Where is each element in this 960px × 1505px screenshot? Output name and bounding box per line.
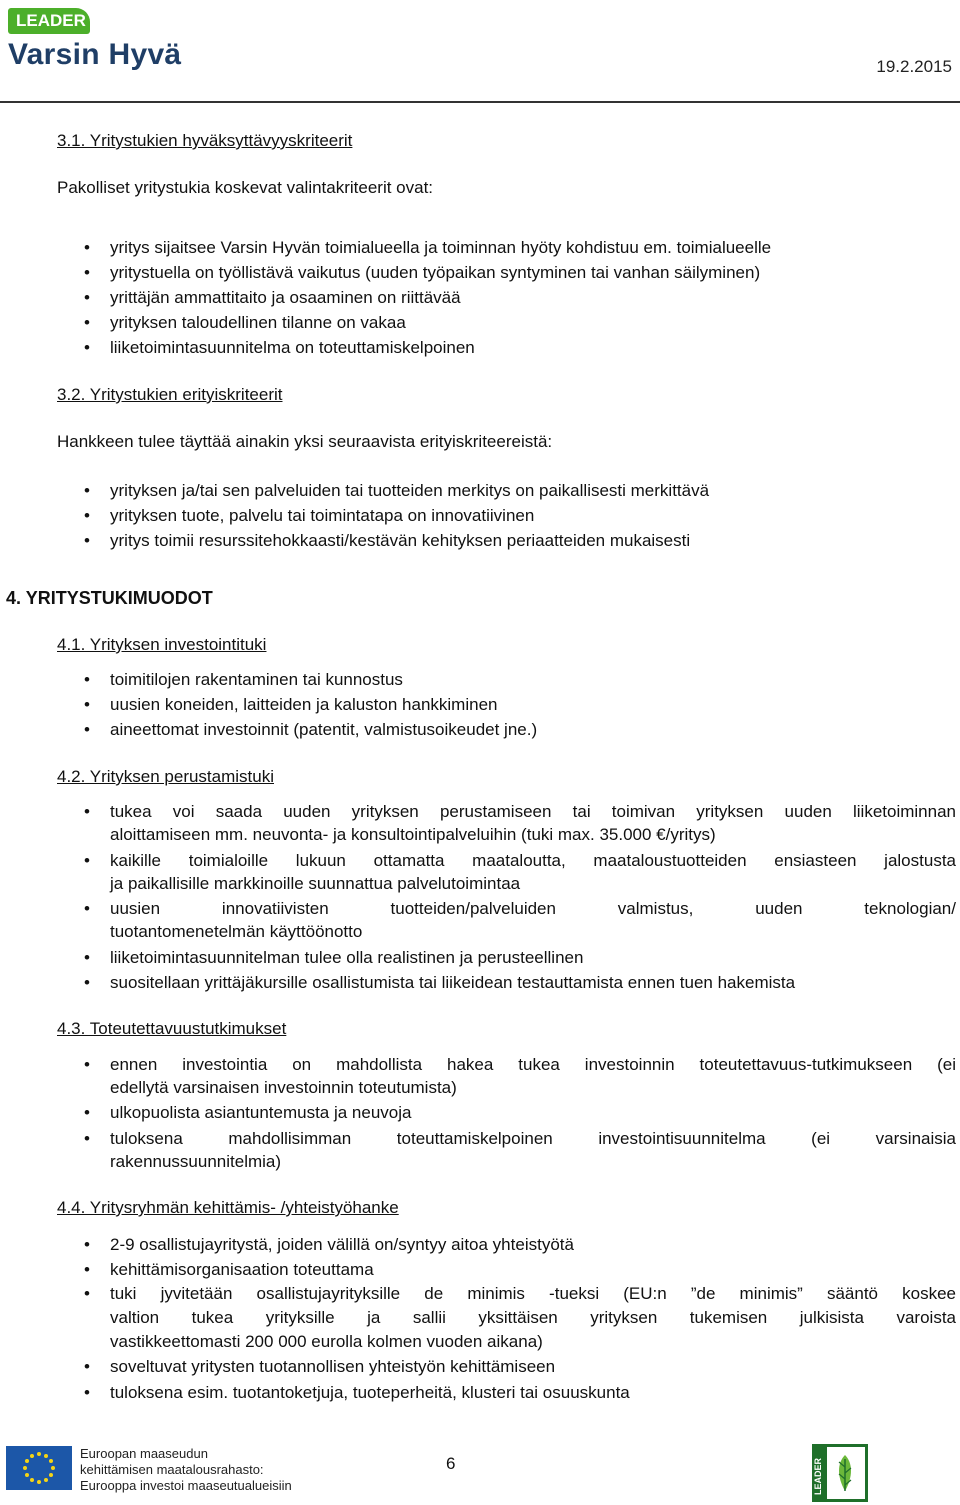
bullet-icon — [84, 694, 90, 716]
list-item-line: kaikille toimialoille lukuun ottamatta maataloutta, maataloustuotteiden ensiasteen jalostusta — [110, 851, 956, 870]
section-4-2-heading: 4.2. Yrityksen perustamistuki — [57, 767, 274, 786]
list-item: yritystuella on työllistävä vaikutus (uuden työpaikan syntyminen tai vanhan säilyminen) — [110, 263, 761, 282]
section-4-heading: 4. YRITYSTUKIMUODOT — [6, 588, 213, 608]
list-item-line: ja paikallisille markkinoille suunnattua palvelutoimintaa — [110, 874, 521, 893]
list-item: 2-9 osallistujayritystä, joiden välillä on/syntyy aitoa yhteistyötä — [110, 1235, 574, 1254]
list-item-line: tuloksena mahdollisimman toteuttamiskelpoinen investointisuunnitelma (ei varsinaisia — [110, 1129, 956, 1148]
bullet-icon — [84, 898, 90, 920]
list-item: aineettomat investoinnit (patentit, valmistusoikeudet jne.) — [110, 720, 538, 739]
page-header — [0, 0, 960, 104]
leader-logo-icon — [812, 1444, 868, 1502]
list-item: liiketoimintasuunnitelma on toteuttamiskelpoinen — [110, 338, 475, 357]
bullet-icon — [84, 1234, 90, 1256]
bullet-icon — [84, 801, 90, 823]
bullet-icon — [84, 972, 90, 994]
bullet-icon — [84, 287, 90, 309]
page-footer — [0, 1436, 960, 1505]
list-item: suositellaan yrittäjäkursille osallistumista tai liikeidean testauttamista ennen tuen hakemista — [110, 973, 796, 992]
section-4-1-heading: 4.1. Yrityksen investointituki — [57, 635, 267, 654]
bullet-icon — [84, 947, 90, 969]
list-item-line: edellytä varsinaisen investoinnin toteutumista) — [110, 1078, 457, 1097]
bullet-icon — [84, 337, 90, 359]
list-item: liiketoimintasuunnitelman tulee olla realistinen ja perusteellinen — [110, 948, 584, 967]
section-3-1-heading: 3.1. Yritystukien hyväksyttävyyskriteerit — [57, 131, 353, 150]
list-item-line: vastikkeettomasti 200 000 eurolla kolmen vuoden aikana) — [110, 1332, 543, 1351]
leader-badge-logo: LEADER — [8, 8, 90, 34]
eu-text-line: kehittämisen maatalousrahasto: — [80, 1462, 264, 1477]
bullet-icon — [84, 505, 90, 527]
eu-fund-text — [80, 1446, 292, 1494]
section-4-3-heading: 4.3. Toteutettavuustutkimukset — [57, 1019, 287, 1038]
bullet-icon — [84, 1382, 90, 1404]
list-item: yrittäjän ammattitaito ja osaaminen on riittävää — [110, 288, 461, 307]
bullet-icon — [84, 1128, 90, 1150]
bullet-icon — [84, 719, 90, 741]
bullet-icon — [84, 262, 90, 284]
list-item-line: rakennussuunnitelmia) — [110, 1152, 282, 1171]
list-item: uusien koneiden, laitteiden ja kaluston hankkiminen — [110, 695, 498, 714]
eu-text-line: Eurooppa investoi maaseutualueisiin — [80, 1478, 292, 1493]
page-number: 6 — [446, 1454, 456, 1473]
list-item: soveltuvat yritysten tuotannollisen yhteistyön kehittämiseen — [110, 1357, 556, 1376]
list-item-line: valtion tukea yrityksille ja sallii yksittäisen yrityksen tukemisen julkisista varoista — [110, 1308, 956, 1327]
list-item-line: ennen investointia on mahdollista hakea tukea investoinnin toteutettavuus-tutkimukseen (ei — [110, 1055, 956, 1074]
list-item: toimitilojen rakentaminen tai kunnostus — [110, 670, 403, 689]
list-item: yritys sijaitsee Varsin Hyvän toimialueella ja toiminnan hyöty kohdistuu em. toimialueelle — [110, 238, 772, 257]
bullet-icon — [84, 237, 90, 259]
bullet-icon — [84, 850, 90, 872]
bullet-icon — [84, 669, 90, 691]
list-item-line: tuki jyvitetään osallistujayrityksille de minimis -tueksi (EU:n ”de minimis” sääntö koskee — [110, 1284, 956, 1303]
list-item-line: tukea voi saada uuden yrityksen perustamiseen tai toimivan yrityksen uuden liiketoiminnan — [110, 802, 956, 821]
bullet-icon — [84, 480, 90, 502]
eu-text-line: Euroopan maaseudun — [80, 1446, 208, 1461]
header-date: 19.2.2015 — [876, 57, 952, 76]
bullet-icon — [84, 1054, 90, 1076]
list-item: ulkopuolista asiantuntemusta ja neuvoja — [110, 1103, 412, 1122]
list-item: yritys toimii resurssitehokkaasti/kestävän kehityksen periaatteiden mukaisesti — [110, 531, 691, 550]
bullet-icon — [84, 1283, 90, 1305]
bullet-icon — [84, 1356, 90, 1378]
list-item: yrityksen taloudellinen tilanne on vakaa — [110, 313, 406, 332]
bullet-icon — [84, 530, 90, 552]
list-item-line: uusien innovatiivisten tuotteiden/palveluiden valmistus, uuden teknologian/ — [110, 899, 956, 918]
section-4-4-heading: 4.4. Yritysryhmän kehittämis- /yhteistyöhanke — [57, 1198, 399, 1217]
list-item-line: tuotantomenetelmän käyttöönotto — [110, 922, 363, 941]
bullet-icon — [84, 1259, 90, 1281]
section-3-1-intro: Pakolliset yritystukia koskevat valintakriteerit ovat: — [57, 178, 434, 197]
eu-flag-icon — [6, 1446, 72, 1490]
list-item: yrityksen ja/tai sen palveluiden tai tuotteiden merkitys on paikallisesti merkittävä — [110, 481, 710, 500]
bullet-icon — [84, 312, 90, 334]
section-3-2-heading: 3.2. Yritystukien erityiskriteerit — [57, 385, 283, 404]
header-divider — [0, 101, 960, 103]
list-item: yrityksen tuote, palvelu tai toimintatapa on innovatiivinen — [110, 506, 535, 525]
leader-logo-vertical-text: LEADER — [813, 1457, 823, 1495]
list-item-line: aloittamiseen mm. neuvonta- ja konsultointipalveluihin (tuki max. 35.000 €/yritys) — [110, 825, 716, 844]
brand-title: Varsin Hyvä — [8, 38, 182, 71]
list-item: kehittämisorganisaation toteuttama — [110, 1260, 374, 1279]
section-3-2-intro: Hankkeen tulee täyttää ainakin yksi seuraavista erityiskriteereistä: — [57, 432, 553, 451]
bullet-icon — [84, 1102, 90, 1124]
list-item: tuloksena esim. tuotantoketjuja, tuoteperheitä, klusteri tai osuuskunta — [110, 1383, 630, 1402]
